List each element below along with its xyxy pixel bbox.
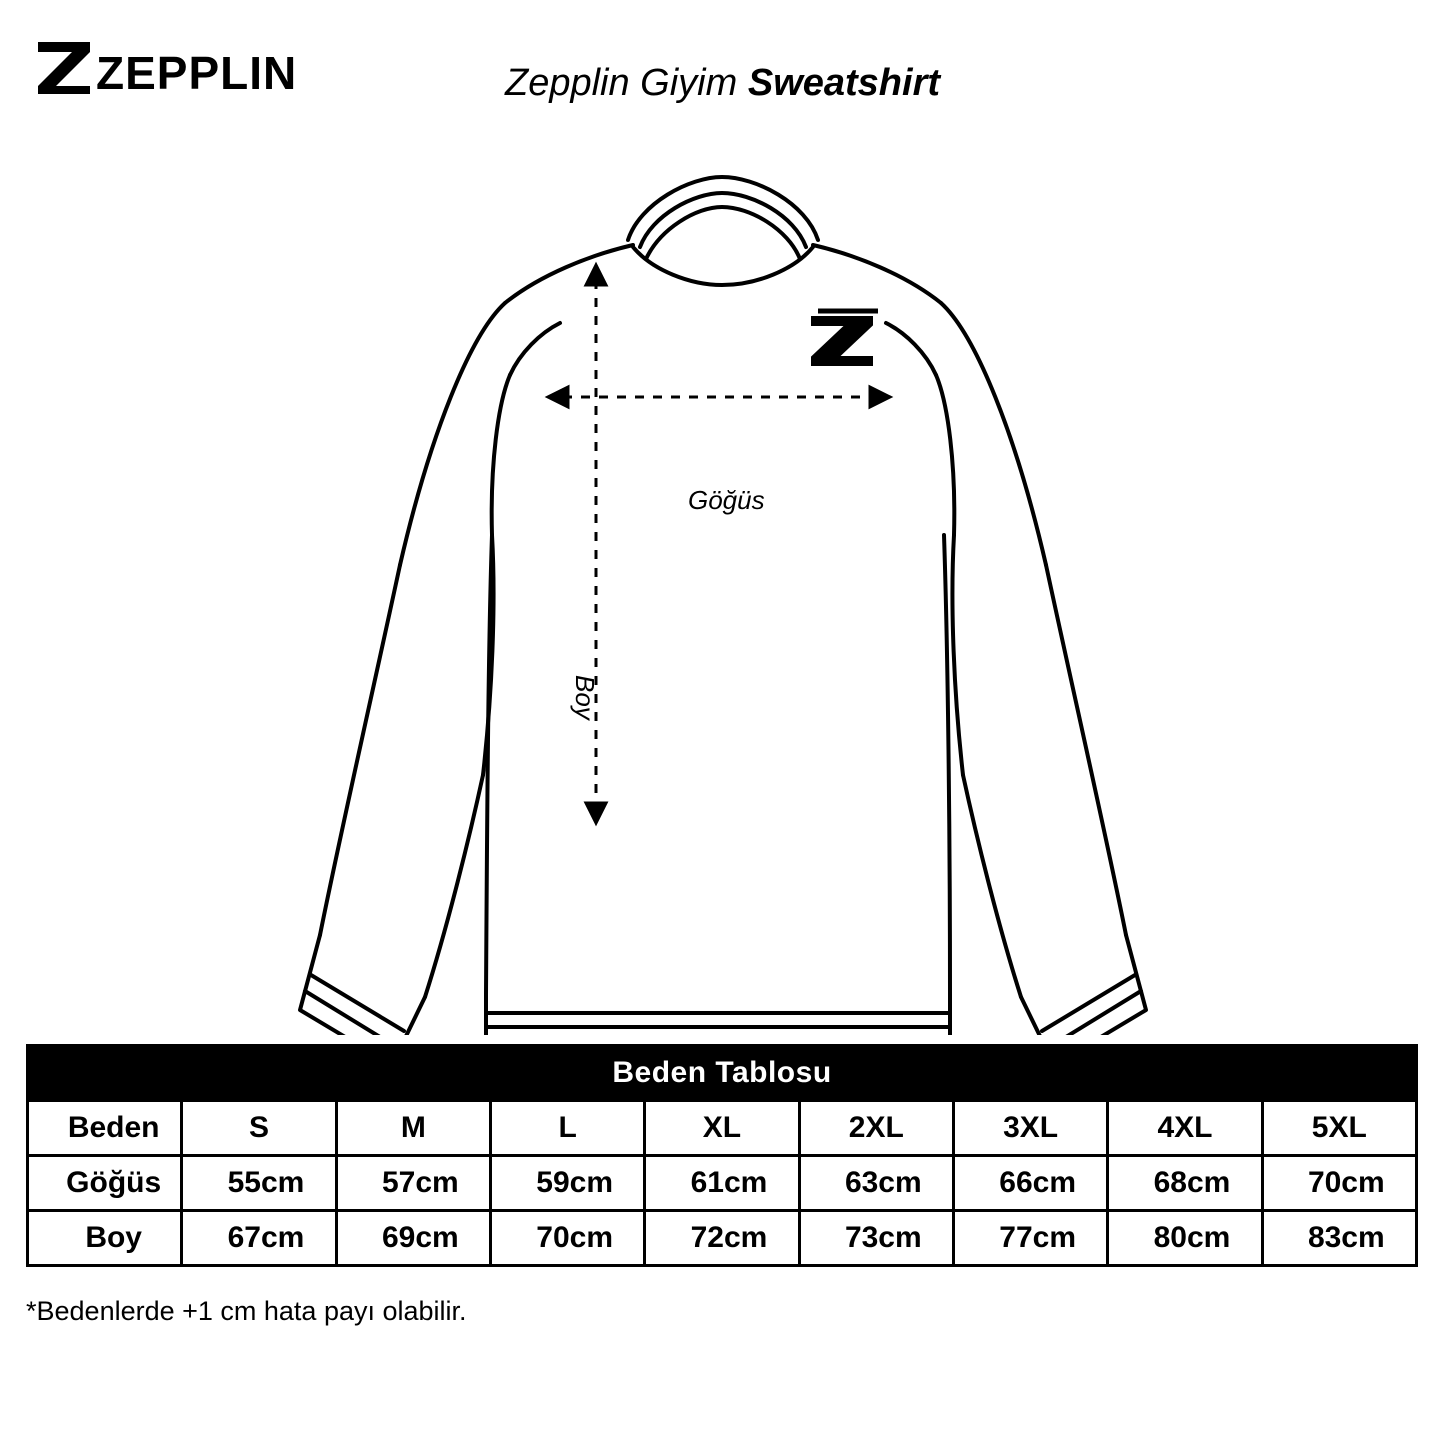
length-measure-label: Boy [570,675,600,720]
boy-l: 70cm [490,1211,644,1266]
chest-measure-arrow [548,387,890,407]
table-header-row [28,1101,1417,1156]
table-title-row [28,1046,1417,1101]
sweatshirt-drawing-icon [0,135,1445,1035]
table-header-beden: Beden [28,1101,182,1156]
table-header-size-s: S [182,1101,336,1156]
size-table-wrapper [26,1044,1418,1267]
gogus-s: 55cm [182,1156,336,1211]
boy-s: 67cm [182,1211,336,1266]
page-title-bold: Sweatshirt [747,62,941,104]
gogus-l: 59cm [490,1156,644,1211]
row-label-gogus: Göğüs [28,1156,182,1211]
size-footnote: *Bedenlerde +1 cm hata payı olabilir. [26,1296,467,1326]
table-header-size-xl: XL [645,1101,799,1156]
length-measure-arrow [586,265,606,823]
brand-name: ZEPPLIN [96,47,298,99]
row-label-boy: Boy [28,1211,182,1266]
page-title-light: Zepplin Giyim [504,62,738,104]
table-header-size-m: M [336,1101,490,1156]
boy-m: 69cm [336,1211,490,1266]
gogus-m: 57cm [336,1156,490,1211]
zepplin-z-chest-logo-icon [812,311,878,365]
boy-2xl: 73cm [799,1211,953,1266]
size-table [26,1044,1418,1267]
sweatshirt-illustration [0,135,1445,1035]
table-row [28,1211,1417,1266]
gogus-xl: 61cm [645,1156,799,1211]
table-header-size-5xl: 5XL [1262,1101,1416,1156]
gogus-2xl: 63cm [799,1156,953,1211]
boy-4xl: 80cm [1108,1211,1262,1266]
gogus-5xl: 70cm [1262,1156,1416,1211]
gogus-3xl: 66cm [953,1156,1107,1211]
table-header-size-2xl: 2XL [799,1101,953,1156]
boy-3xl: 77cm [953,1211,1107,1266]
chest-measure-label: Göğüs [688,485,765,515]
size-table-title: Beden Tablosu [28,1046,1417,1101]
table-header-size-4xl: 4XL [1108,1101,1262,1156]
table-header-size-3xl: 3XL [953,1101,1107,1156]
boy-xl: 72cm [645,1211,799,1266]
gogus-4xl: 68cm [1108,1156,1262,1211]
page-title [0,62,1445,105]
boy-5xl: 83cm [1262,1211,1416,1266]
table-row [28,1156,1417,1211]
page-header [0,0,1445,140]
table-header-size-l: L [490,1101,644,1156]
